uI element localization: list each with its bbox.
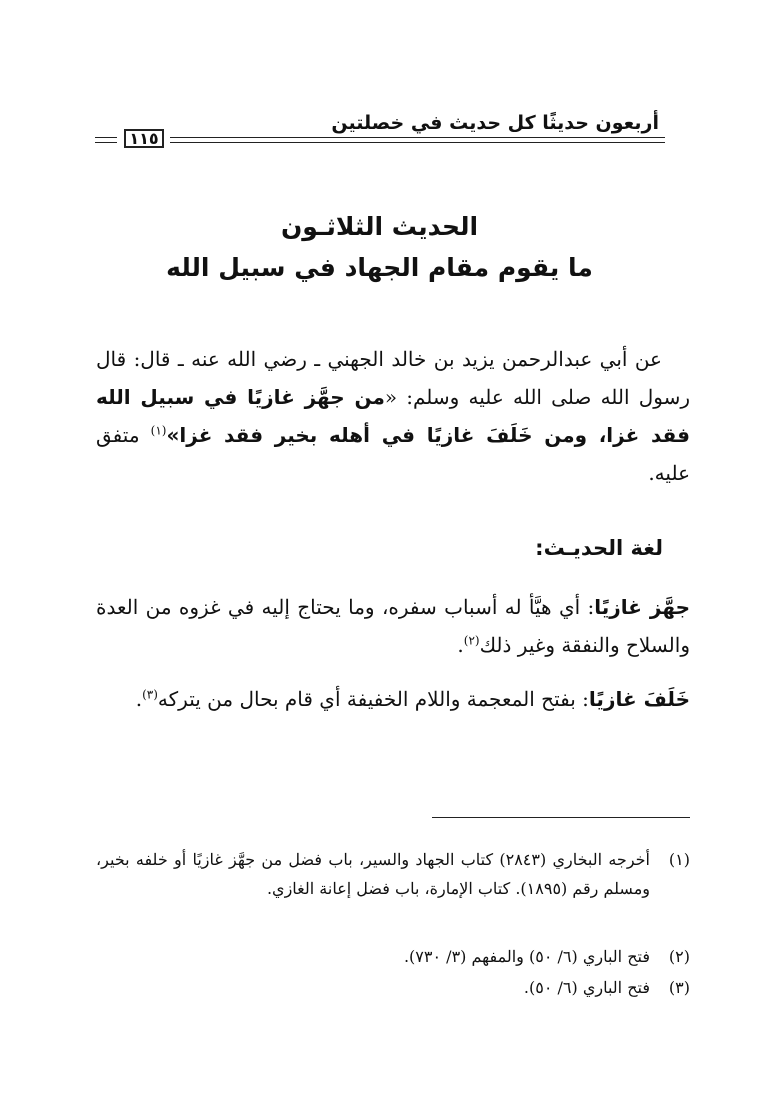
definition-1: جهَّز غازيًا: أي هيَّأ له أسباب سفره، وما يحتاج إليه في غزوه من العدة والسلاح والنفقة وغير ذلك$^{(٢)}$. bbox=[96, 595, 690, 657]
term-2: خَلَفَ غازيًا bbox=[588, 687, 690, 711]
footnote-1 bbox=[96, 845, 690, 903]
narration-intro: عن أبي عبدالرحمن يزيد بن خالد الجهني ـ رضي الله عنه ـ قال: قال رسول الله صلى الله عليه وسلم: « bbox=[96, 347, 691, 409]
running-header-title: أربعون حديثًا كل حديث في خصلتين bbox=[331, 112, 659, 134]
definition-1-text: : أي هيَّأ له أسباب سفره، وما يحتاج إليه في غزوه من العدة والسلاح والنفقة وغير ذلك bbox=[96, 595, 690, 657]
footnote-text: فتح الباري (٦/ ٥٠). bbox=[523, 978, 650, 997]
footnote-3 bbox=[96, 973, 690, 1002]
hadith-title-heading: ما يقوم مقام الجهاد في سبيل الله bbox=[166, 253, 593, 282]
hadith-text: من جهَّز غازيًا في سبيل الله فقد غزا، ومن خَلَفَ غازيًا في أهله بخير فقد غزا bbox=[96, 385, 691, 447]
definition-2-text: : بفتح المعجمة واللام الخفيفة أي قام بحال من يتركه bbox=[157, 687, 589, 711]
footnote-text: أخرجه البخاري (٢٨٤٣) كتاب الجهاد والسير، باب فضل من جهَّز غازيًا أو خلفه بخير، ومسلم رقم (١٨٩٥). كتاب الإمارة، باب فضل إعانة الغازي. bbox=[96, 850, 650, 898]
footnote-number: (٢) bbox=[668, 947, 690, 966]
language-heading: لغة الحديـث: bbox=[535, 536, 663, 560]
footnote-2 bbox=[96, 942, 690, 971]
footnote-number: (٣) bbox=[668, 978, 690, 997]
footnote-ref-2[interactable]: (٢) bbox=[463, 633, 480, 648]
definition-2: خَلَفَ غازيًا: بفتح المعجمة واللام الخفيفة أي قام بحال من يتركه$^{(٣)}$. bbox=[135, 687, 690, 711]
hadith-number-heading: الحديث الثلاثـون bbox=[280, 212, 479, 241]
footnote-separator bbox=[432, 817, 690, 818]
page-number: ١١٥ bbox=[124, 129, 164, 148]
close-quote: » bbox=[166, 423, 180, 447]
footnote-ref-3[interactable]: (٣) bbox=[142, 687, 158, 702]
hadith-paragraph bbox=[96, 340, 690, 492]
header-rule bbox=[95, 134, 665, 146]
term-1: جهَّز غازيًا bbox=[594, 595, 690, 619]
narration-end: متفق عليه. bbox=[96, 423, 690, 485]
footnote-ref-1[interactable]: (١) bbox=[150, 423, 167, 438]
footnote-number: (١) bbox=[668, 850, 690, 869]
footnote-text: فتح الباري (٦/ ٥٠) والمفهم (٣/ ٧٣٠). bbox=[403, 947, 650, 966]
